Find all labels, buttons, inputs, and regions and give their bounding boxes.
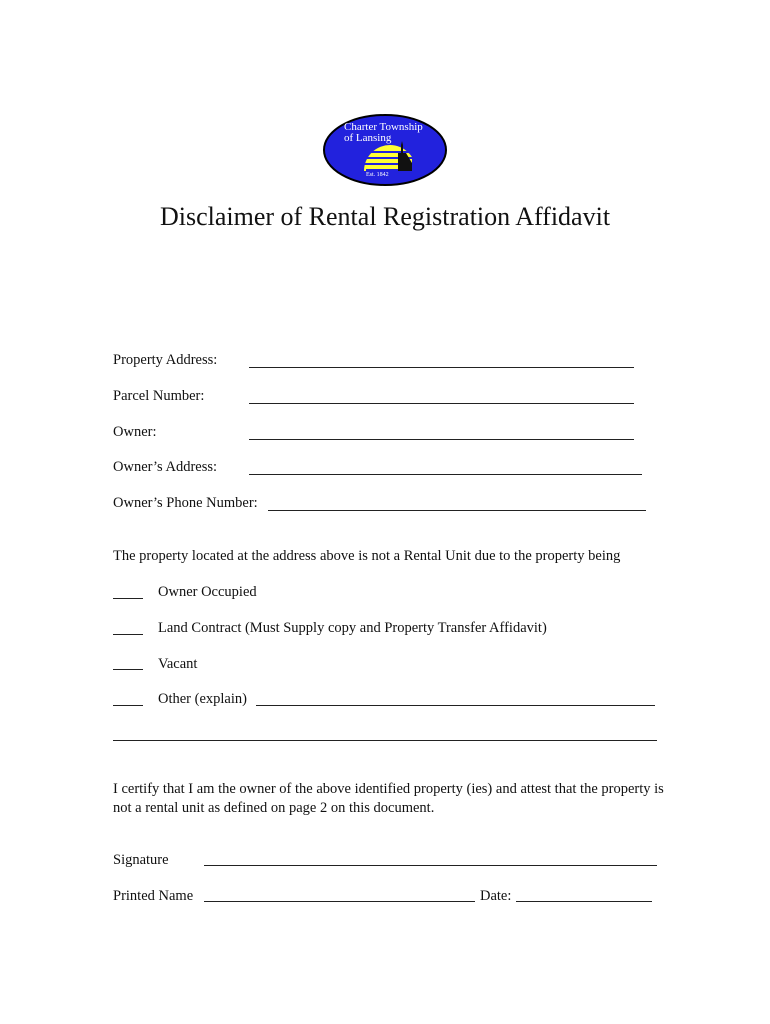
owner-occupied-label: Owner Occupied [158,584,257,600]
certification-text: I certify that I am the owner of the above identified property (ies) and attest that the property is not a rental unit as defined on page 2 on this document. [113,781,664,816]
owner-phone-line[interactable] [268,510,646,511]
land-contract-label: Land Contract (Must Supply copy and Property Transfer Affidavit) [158,620,547,636]
parcel-number-label: Parcel Number: [113,388,205,404]
property-address-label: Property Address: [113,352,218,368]
other-explain-line[interactable] [256,705,655,706]
logo-line2: of Lansing [344,132,392,144]
owner-address-line[interactable] [249,474,642,475]
statement-text: The property located at the address above is not a Rental Unit due to the property being [113,548,621,564]
signature-line[interactable] [204,865,657,866]
owner-line[interactable] [249,439,634,440]
logo-line1: Charter Township [344,121,423,133]
vacant-checkline[interactable] [113,669,143,670]
owner-label: Owner: [113,424,157,440]
owner-address-label: Owner’s Address: [113,459,218,475]
page-title: Disclaimer of Rental Registration Affidavit [159,202,611,231]
logo-established: Est. 1842 [366,172,389,178]
vacant-label: Vacant [158,656,198,672]
township-seal [322,113,448,187]
land-contract-checkline[interactable] [113,634,143,635]
owner-occupied-checkline[interactable] [113,598,143,599]
printed-name-label: Printed Name [113,888,194,904]
printed-name-line[interactable] [204,901,475,902]
other-label: Other (explain) [158,691,247,707]
date-line[interactable] [516,901,652,902]
signature-label: Signature [113,852,169,868]
date-label: Date: [480,888,512,904]
township-logo [322,113,448,187]
other-explain-line-2[interactable] [113,740,657,741]
owner-phone-label: Owner’s Phone Number: [113,495,258,511]
parcel-number-line[interactable] [249,403,634,404]
other-checkline[interactable] [113,705,143,706]
property-address-line[interactable] [249,367,634,368]
